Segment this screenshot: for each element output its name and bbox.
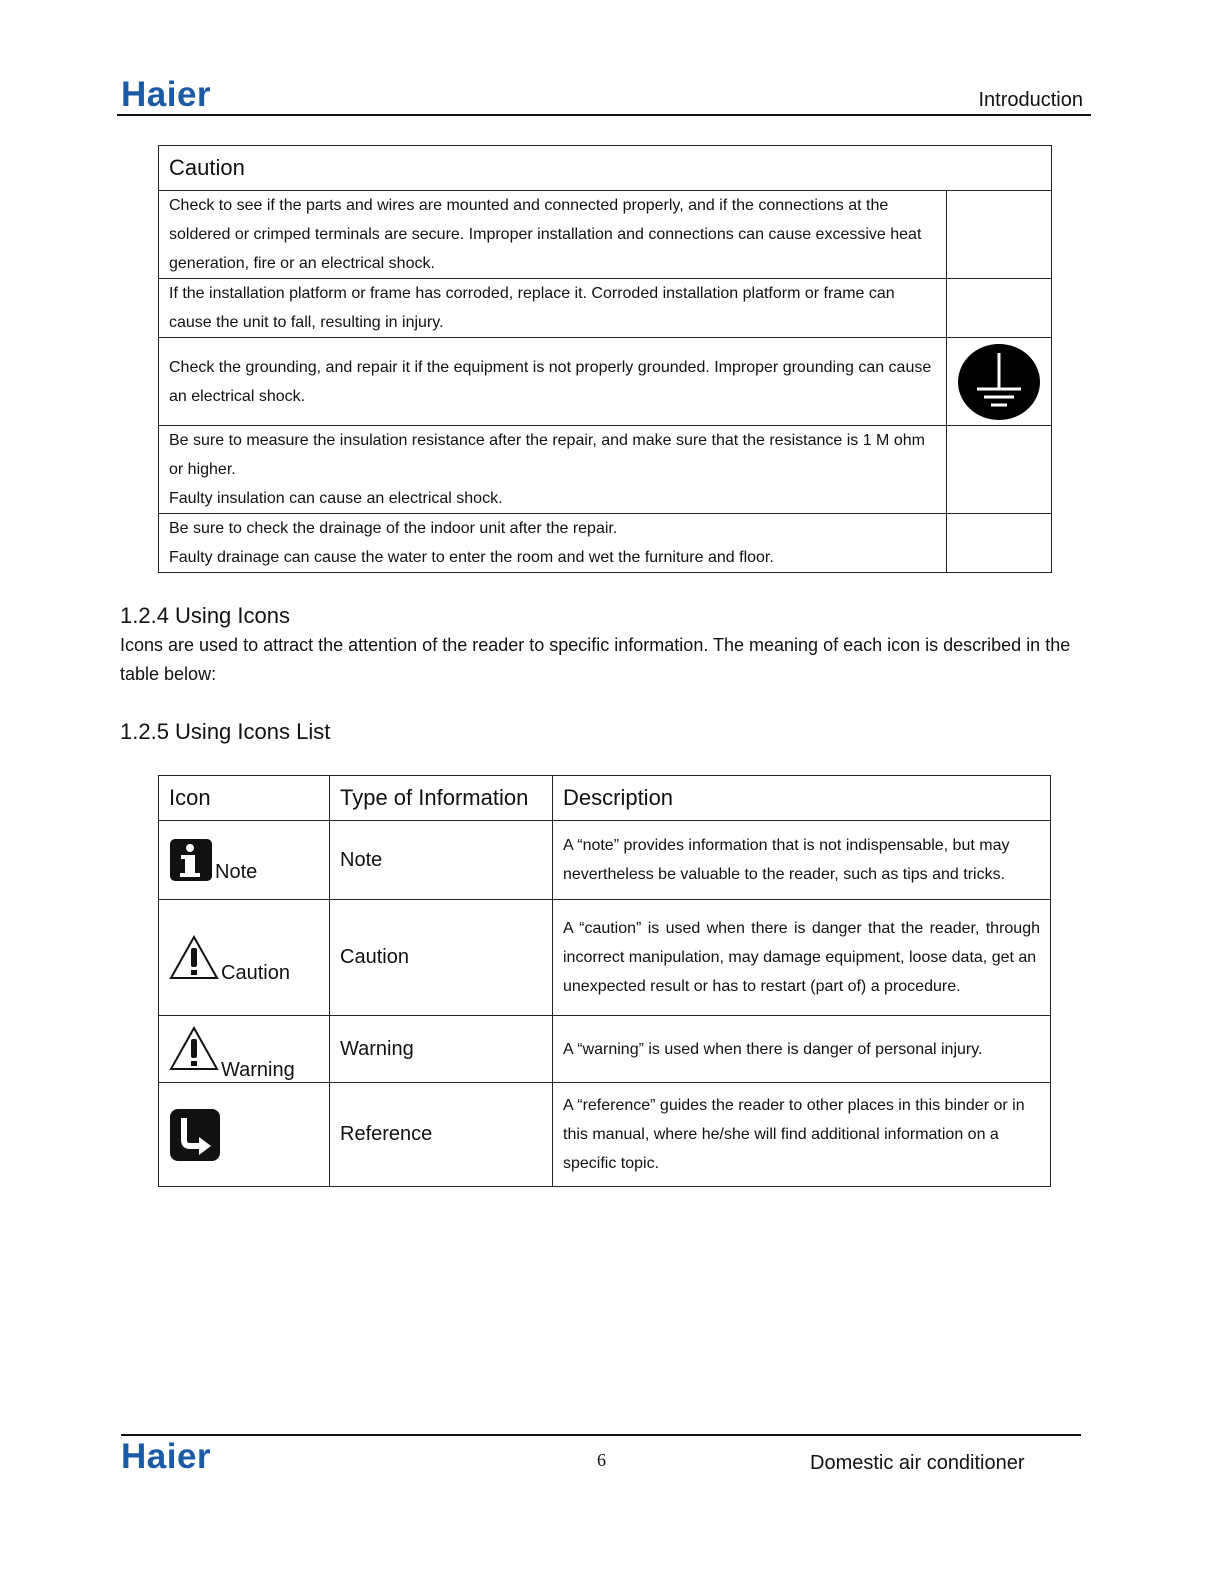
section-heading: 1.2.5 Using Icons List — [120, 719, 331, 744]
footer-divider — [121, 1434, 1081, 1436]
caution-row-text: Check the grounding, and repair it if the equipment is not properly grounded. Improper grounding can cause an electrical shock. — [159, 338, 947, 426]
caution-row-text: Check to see if the parts and wires are mounted and connected properly, and if the connections at the soldered or crimped terminals are secure. Improper installation and connections can cause excessive heat generation, fire or an electrical shock. — [159, 191, 947, 279]
header-divider — [117, 114, 1091, 116]
footer-product-name: Domestic air conditioner — [810, 1452, 1025, 1474]
description-cell: A “warning” is used when there is danger of personal injury. — [553, 1016, 1051, 1083]
caution-row-icon-cell — [946, 426, 1051, 514]
caution-row-icon-cell — [946, 338, 1051, 426]
header-cell-icon: Icon — [159, 776, 330, 821]
description-line: A “caution” is used when there is danger that the reader, through incorrect manipulation, may damage equipment, loose data, get an — [563, 920, 1040, 966]
caution-table-header — [159, 146, 1052, 191]
page-number: 6 — [597, 1450, 606, 1470]
caution-row — [159, 279, 1052, 338]
table-row — [159, 1016, 1051, 1083]
caution-row-text: If the installation platform or frame has corroded, replace it. Corroded installation platform or frame can cause the unit to fall, resulting in injury. — [159, 279, 947, 338]
caution-row-text — [159, 514, 947, 573]
description-cell: A “note” provides information that is not indispensable, but may nevertheless be valuable to the reader, such as tips and tricks. — [553, 821, 1051, 900]
header-cell-type: Type of Information — [330, 776, 553, 821]
icons-table — [158, 775, 1051, 1187]
section-paragraph: Icons are used to attract the attention of the reader to specific information. The meaning of each icon is described in the table below: — [120, 635, 1071, 684]
table-row — [159, 1083, 1051, 1187]
footer-brand-logo: Haier — [121, 1437, 212, 1476]
type-cell: Reference — [330, 1083, 553, 1187]
icon-label: Note — [215, 861, 258, 883]
section-heading: 1.2.4 Using Icons — [120, 603, 290, 628]
caution-row — [159, 514, 1052, 573]
reference-arrow-icon — [169, 1108, 221, 1162]
icons-table-header — [159, 776, 1051, 821]
caution-row — [159, 338, 1052, 426]
icon-label: Warning — [221, 1059, 295, 1081]
caution-row — [159, 191, 1052, 279]
icon-cell — [159, 1083, 330, 1187]
caution-row-icon-cell — [946, 514, 1051, 573]
caution-row-text-line: Be sure to measure the insulation resistance after the repair, and make sure that the resistance is 1 M ohm or higher. — [169, 432, 925, 478]
caution-row-text — [159, 426, 947, 514]
header-section-title: Introduction — [978, 89, 1083, 111]
description-cell: A “reference” guides the reader to other places in this binder or in this manual, where he/she will find additional information on a specific topic. — [553, 1083, 1051, 1187]
icon-cell — [159, 821, 330, 900]
ground-symbol-icon — [957, 343, 1041, 421]
caution-row-text-line: Be sure to check the drainage of the indoor unit after the repair. — [169, 520, 618, 537]
caution-triangle-icon — [169, 935, 219, 981]
description-line: unexpected result or has to restart (part of) a procedure. — [563, 978, 961, 995]
table-row — [159, 900, 1051, 1016]
type-cell: Note — [330, 821, 553, 900]
icon-cell — [159, 900, 330, 1016]
caution-row-text-line: Faulty insulation can cause an electrical shock. — [169, 490, 503, 507]
icon-cell — [159, 1016, 330, 1083]
caution-row-text-line: Faulty drainage can cause the water to enter the room and wet the furniture and floor. — [169, 549, 774, 566]
warning-triangle-icon — [169, 1026, 219, 1072]
caution-row-icon-cell — [946, 279, 1051, 338]
type-cell: Caution — [330, 900, 553, 1016]
caution-row-icon-cell — [946, 191, 1051, 279]
header-cell-description: Description — [553, 776, 1051, 821]
type-cell: Warning — [330, 1016, 553, 1083]
caution-table-title: Caution — [159, 146, 1052, 191]
brand-logo: Haier — [121, 75, 212, 114]
icon-label: Caution — [221, 961, 290, 984]
caution-table — [158, 145, 1052, 573]
table-row — [159, 821, 1051, 900]
info-icon — [169, 838, 213, 882]
caution-row — [159, 426, 1052, 514]
description-cell — [553, 900, 1051, 1016]
